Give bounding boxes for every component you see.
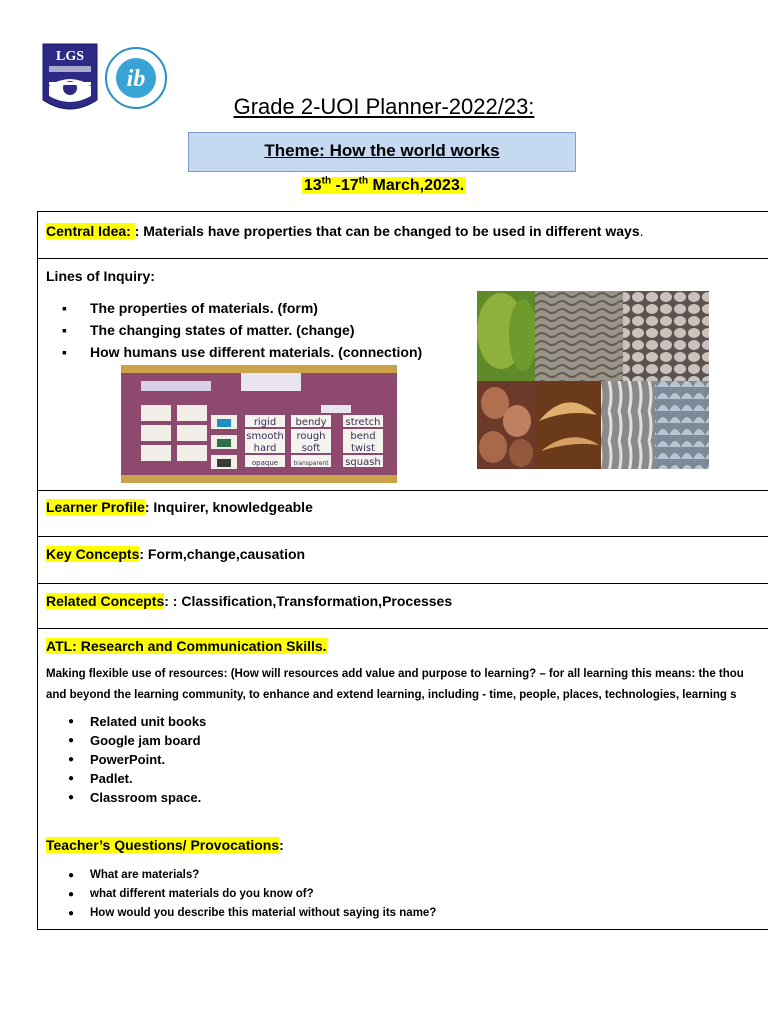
materials-collage-photo bbox=[477, 291, 709, 469]
central-idea-row: Central Idea: : Materials have properties that can be changed to be used in different ways. bbox=[38, 211, 768, 258]
svg-text:soft: soft bbox=[301, 443, 321, 454]
central-idea-text: : Materials have properties that can be changed to be used in different ways bbox=[134, 223, 640, 239]
learner-profile-row bbox=[38, 490, 768, 536]
central-idea-label: Central Idea: bbox=[46, 223, 135, 239]
theme-box: Theme: How the world works bbox=[188, 132, 576, 172]
svg-text:LGS: LGS bbox=[55, 49, 85, 64]
list-item: ▪ How humans use different materials. (connection) bbox=[82, 341, 422, 363]
svg-text:twist: twist bbox=[350, 443, 376, 454]
svg-text:rough: rough bbox=[296, 431, 326, 442]
resources-list bbox=[90, 712, 206, 807]
list-item: ● Google jam board bbox=[90, 731, 206, 750]
learner-profile-text: : Inquirer, knowledgeable bbox=[144, 499, 313, 515]
list-item: ● What are materials? bbox=[90, 866, 436, 885]
svg-text:bend: bend bbox=[350, 431, 376, 442]
svg-text:squash: squash bbox=[345, 457, 381, 468]
atl-row: ATL: Research and Communication Skills. Making flexible use of resources: (How will resources add value and purpose to learning? – for all learning this means: the thou and beyond the learning community, to enhance and extend learning, including - time, people, places, technologies, learning s ● Related unit books ● Google jam board ● PowerPoint. ● Padlet. ● Classroom space. Teacher’s Questions/ Provocations: ● What are materials? ● what different materials do you know of? ● How would you describe this material without saying its name? bbox=[38, 628, 768, 929]
questions-list bbox=[90, 866, 436, 923]
page-title: Grade 2-UOI Planner-2022/23: bbox=[233, 94, 535, 119]
classroom-board-photo bbox=[121, 365, 397, 483]
date-range: 13th -17th March,2023. bbox=[303, 176, 465, 195]
list-item: ● Related unit books bbox=[90, 712, 206, 731]
svg-text:smooth: smooth bbox=[246, 431, 284, 442]
svg-text:transparent: transparent bbox=[293, 460, 329, 467]
inquiry-list bbox=[82, 297, 422, 363]
related-concepts-text: : : Classification,Transformation,Processes bbox=[164, 593, 453, 609]
key-concepts-label: Key Concepts bbox=[46, 546, 140, 562]
list-item: ▪ The changing states of matter. (change) bbox=[82, 319, 422, 341]
planner-table bbox=[37, 211, 768, 930]
list-item: ● How would you describe this material without saying its name? bbox=[90, 904, 436, 923]
key-concepts-row bbox=[38, 536, 768, 583]
list-item: ● PowerPoint. bbox=[90, 750, 206, 769]
key-concepts-text: : Form,change,causation bbox=[139, 546, 306, 562]
questions-label: Teacher’s Questions/ Provocations bbox=[46, 837, 280, 853]
lines-of-inquiry-row bbox=[38, 258, 768, 490]
atl-paragraph-line-1: Making flexible use of resources: (How will resources add value and purpose to learning? – for all learning this means: the thou bbox=[46, 668, 744, 680]
svg-text:rigid: rigid bbox=[253, 417, 277, 428]
list-item: ▪ The properties of materials. (form) bbox=[82, 297, 422, 319]
svg-text:hard: hard bbox=[253, 443, 277, 454]
list-item: ● Padlet. bbox=[90, 769, 206, 788]
atl-label: ATL: Research and Communication Skills. bbox=[46, 638, 327, 654]
lines-of-inquiry-label: Lines of Inquiry: bbox=[46, 268, 155, 284]
svg-text:ib: ib bbox=[126, 66, 146, 92]
list-item: ● Classroom space. bbox=[90, 788, 206, 807]
related-concepts-label: Related Concepts bbox=[46, 593, 165, 609]
svg-text:stretch: stretch bbox=[345, 417, 381, 428]
list-item: ● what different materials do you know of? bbox=[90, 885, 436, 904]
learner-profile-label: Learner Profile bbox=[46, 499, 145, 515]
svg-text:bendy: bendy bbox=[295, 417, 327, 428]
atl-paragraph-line-2: and beyond the learning community, to enhance and extend learning, including - time, people, places, technologies, learning s bbox=[46, 689, 737, 701]
related-concepts-row bbox=[38, 583, 768, 628]
svg-text:opaque: opaque bbox=[251, 459, 279, 467]
